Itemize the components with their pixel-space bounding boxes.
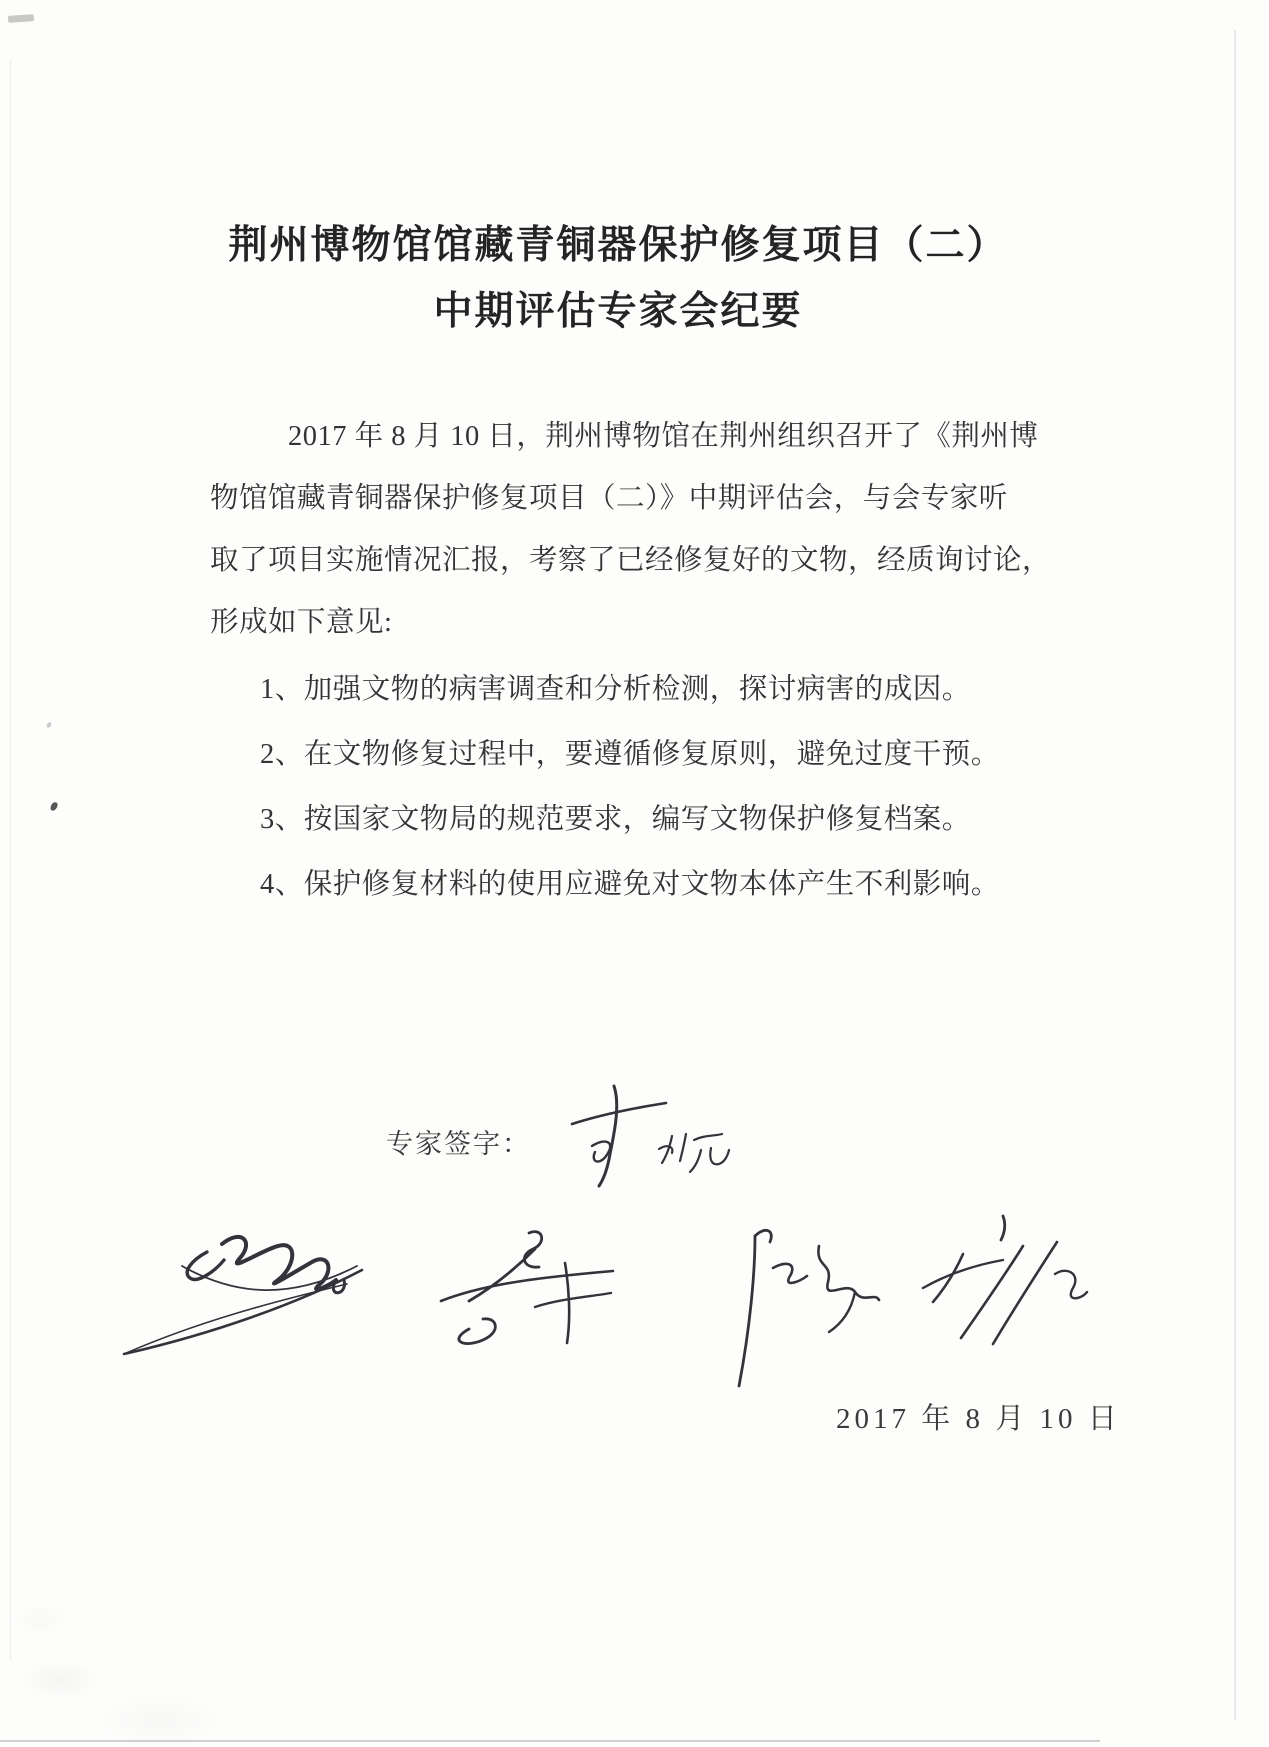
opinion-item-3: 3、按国家文物局的规范要求，编写文物保护修复档案。 (260, 804, 971, 835)
handwritten-signature-4 (715, 1218, 885, 1398)
handwritten-signature-5 (905, 1210, 1095, 1365)
document-date: 2017 年 8 月 10 日 (836, 1403, 1121, 1435)
paragraph-line: 物馆馆藏青铜器保护修复项目（二）》中期评估会，与会专家听 (210, 483, 1008, 514)
opinion-item-4: 4、保护修复材料的使用应避免对文物本体产生不利影响。 (260, 869, 1000, 900)
handwritten-signature-3 (427, 1225, 627, 1370)
handwritten-signature-1 (552, 1082, 732, 1197)
paragraph-line: 2017 年 8 月 10 日，荆州博物馆在荆州组织召开了《荆州博 (288, 421, 1039, 452)
opinion-item-2: 2、在文物修复过程中，要遵循修复原则，避免过度干预。 (260, 739, 1000, 770)
document-title-line2: 中期评估专家会纪要 (433, 290, 803, 333)
scan-corner-mark (8, 14, 34, 23)
opinion-list (260, 657, 1000, 917)
body-paragraph (210, 406, 1052, 654)
handwritten-signature-2 (112, 1222, 452, 1362)
paragraph-line: 形成如下意见: (210, 607, 393, 638)
paragraph-line: 取了项目实施情况汇报，考察了已经修复好的文物，经质询讨论， (210, 545, 1052, 576)
document-title-line1: 荆州博物馆馆藏青铜器保护修复项目（二） (228, 224, 1008, 267)
ink-speck (49, 801, 58, 812)
ink-speck (46, 721, 52, 728)
scan-noise (0, 1560, 420, 1747)
opinion-item-1: 1、加强文物的病害调查和分析检测，探讨病害的成因。 (260, 674, 971, 705)
expert-signature-label: 专家签字： (386, 1129, 531, 1159)
